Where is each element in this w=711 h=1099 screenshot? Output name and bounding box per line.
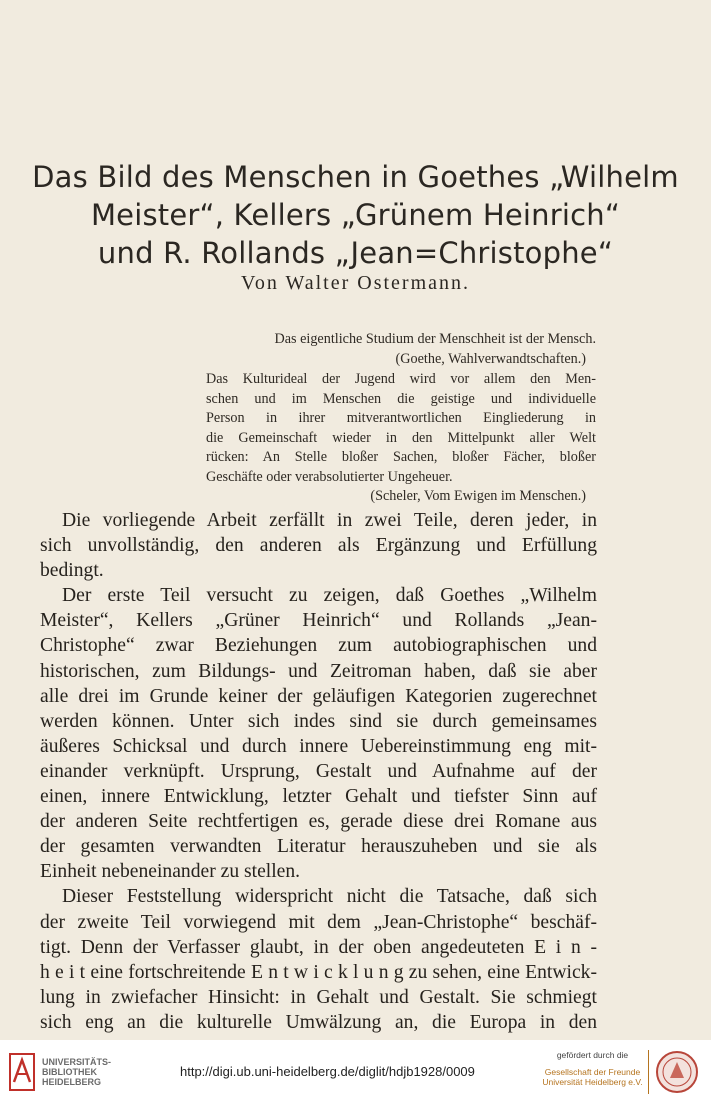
body-line: Dieser Feststellung widerspricht nicht die Tatsache, daß sich xyxy=(62,886,597,908)
author-line: Von Walter Ostermann. xyxy=(240,272,471,294)
article-title xyxy=(0,158,711,272)
title-line: Das Bild des Menschen in Goethes „Wilhelm xyxy=(32,160,679,194)
body-line: äußeres Schicksal und durch innere Uebereinstimmung eng mit- xyxy=(40,735,597,757)
library-name[interactable] xyxy=(42,1057,111,1087)
epigraph-source: (Scheler, Vom Ewigen im Menschen.) xyxy=(370,488,586,504)
sponsor-line: Gesellschaft der Freunde xyxy=(544,1066,641,1077)
body-line: werden können. Unter sich indes sind sie durch gemeinsames xyxy=(40,710,597,732)
body-line: der zweite Teil vorwiegend mit dem „Jean-Christophe“ beschäf- xyxy=(40,911,597,933)
title-line: und R. Rollands „Jean=Christophe“ xyxy=(97,236,614,270)
epigraph-goethe xyxy=(206,330,596,369)
footer-divider xyxy=(648,1050,649,1094)
body-line: alle drei im Grunde keiner der geläufigen Kategorien zugerechnet xyxy=(40,685,597,707)
epigraph-line: Person in ihrer mitverantwortlichen Eingliederung in xyxy=(206,410,596,426)
epigraph-quote: Das eigentliche Studium der Menschheit ist der Mensch. xyxy=(274,331,596,347)
epigraph-source: (Goethe, Wahlverwandtschaften.) xyxy=(395,350,586,367)
body-line: der anderen Seite rechtfertigen es, gerade diese drei Romane aus xyxy=(40,811,597,833)
body-line: h e i t eine fortschreitende E n t w i c k l u n g zu sehen, eine Entwick- xyxy=(40,961,597,983)
ub-heidelberg-logo-icon[interactable] xyxy=(8,1052,36,1092)
sponsor-line: Universität Heidelberg e.V. xyxy=(542,1077,643,1087)
epigraph-line: rücken: An Stelle bloßer Sachen, bloßer Fächer, bloßer xyxy=(206,449,596,465)
body-line: sich unvollständig, den anderen als Ergänzung und Erfüllung xyxy=(40,535,597,557)
sponsor-credit[interactable] xyxy=(540,1050,645,1088)
body-text xyxy=(40,508,597,1035)
body-line: historischen, zum Bildungs- und Zeitroman haben, daß sie aber xyxy=(40,660,597,682)
epigraph-line: schen und im Menschen die geistige und individuelle xyxy=(206,390,596,407)
epigraph-scheler xyxy=(206,370,596,507)
body-line: Christophe“ zwar Beziehungen zum autobiographischen und xyxy=(40,635,597,657)
university-seal-icon xyxy=(655,1050,699,1094)
title-line: Meister“, Kellers „Grünem Heinrich“ xyxy=(90,198,621,232)
library-name-line: HEIDELBERG xyxy=(42,1077,102,1087)
body-line: Einheit nebeneinander zu stellen. xyxy=(40,861,301,883)
body-line: Der erste Teil versucht zu zeigen, daß Goethes „Wilhelm xyxy=(62,585,597,607)
body-line: sich eng an die kulturelle Umwälzung an, die Europa in den xyxy=(40,1011,597,1033)
body-line: Die vorliegende Arbeit zerfällt in zwei Teile, deren jeder, in xyxy=(62,510,597,531)
body-line: einander verknüpft. Ursprung, Gestalt und Aufnahme auf der xyxy=(40,760,597,782)
body-line: lung in zwiefacher Hinsicht: in Gehalt und Gestalt. Sie schmiegt xyxy=(40,986,597,1008)
body-line: der gesamten verwandten Literatur herauszuheben und sie als xyxy=(40,836,597,858)
body-line: einen, innere Entwicklung, letzter Gehalt und tiefster Sinn auf xyxy=(40,786,597,808)
body-line: tigt. Denn der Verfasser glaubt, in der oben angedeuteten E i n - xyxy=(40,936,597,958)
body-line: bedingt. xyxy=(40,560,104,582)
library-name-line: UNIVERSITÄTS- xyxy=(42,1057,112,1067)
epigraph-line: Das Kulturideal der Jugend wird vor allem den Men- xyxy=(206,371,596,387)
body-line: Meister“, Kellers „Grüner Heinrich“ und Rollands „Jean- xyxy=(40,610,597,632)
epigraph-line: Geschäfte oder verabsolutierter Ungeheuer. xyxy=(206,468,453,485)
epigraph-line: die Gemeinschaft wieder in den Mittelpunkt aller Welt xyxy=(206,429,596,446)
sponsor-label: gefördert durch die xyxy=(556,1050,629,1060)
library-name-line: BIBLIOTHEK xyxy=(42,1067,97,1077)
permalink-url[interactable]: http://digi.ub.uni-heidelberg.de/diglit/hdjb1928/0009 xyxy=(180,1064,475,1079)
